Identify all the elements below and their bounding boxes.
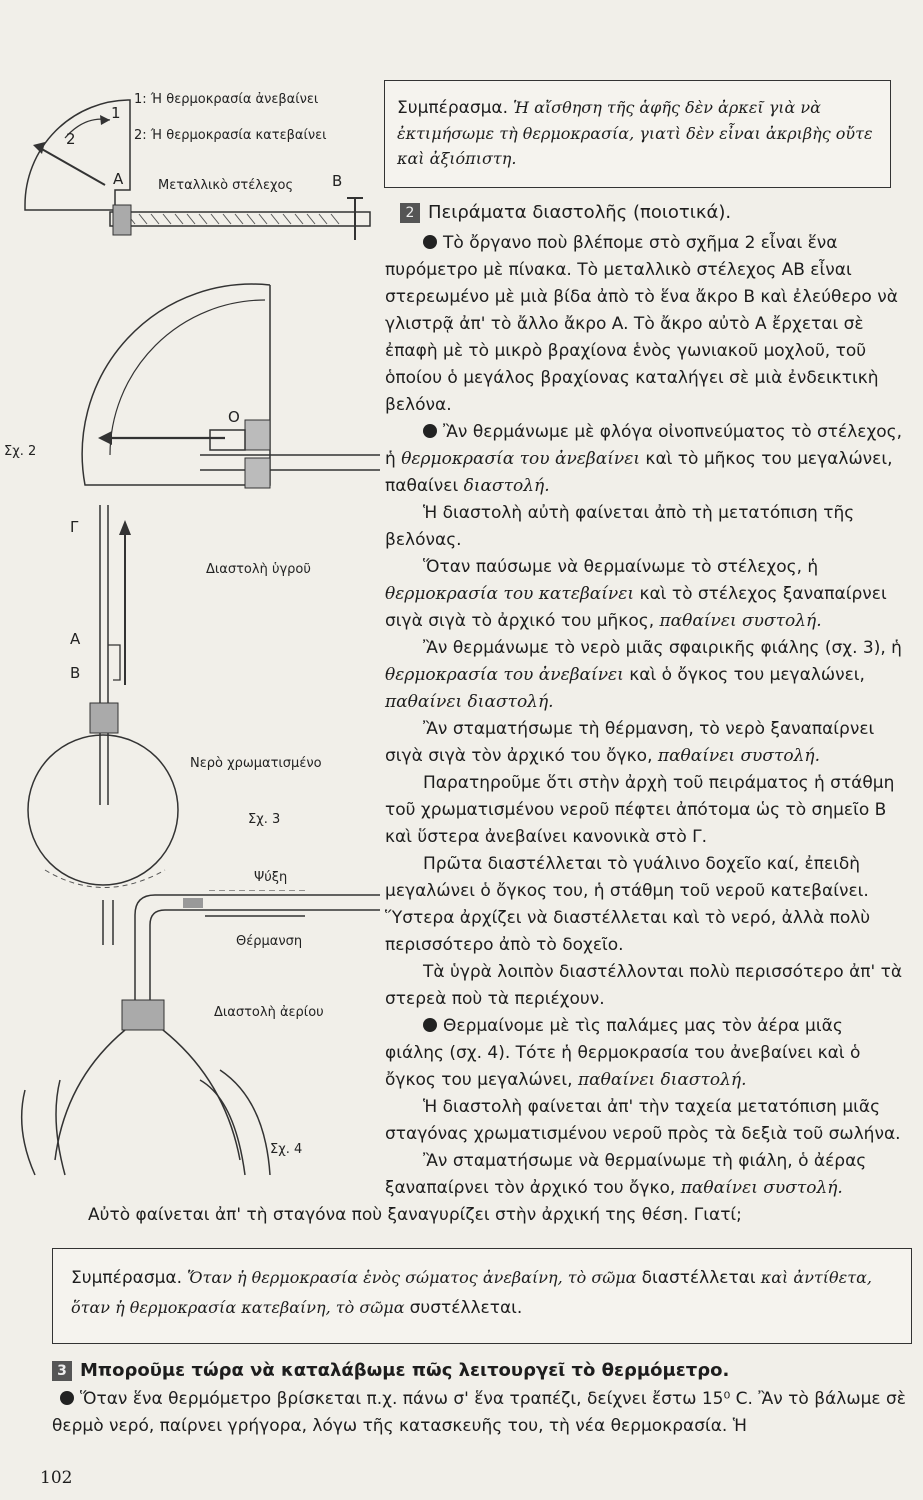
section-2-number: 2 xyxy=(400,203,420,223)
fig3-label-b: B xyxy=(70,664,81,682)
conclusion-2-t3: καὶ ἀντίθετα, ὅταν ἡ θερμοκρασία κατεβαίνη, τὸ σῶμα xyxy=(71,1268,872,1317)
fig4-heat-label: Θέρμανση xyxy=(236,934,303,949)
fig4-cool-label: Ψύξη xyxy=(254,870,288,885)
s2-p2d: διαστολή. xyxy=(463,476,550,496)
fig4-caption: Σχ. 4 xyxy=(270,1142,303,1157)
s2-p12a: Ἂν σταματήσωμε νὰ θερμαίνωμε τὴ φιάλη, ὁ ἀέρας ξαναπαίρνει τὸν ἀρχικό του ὄγκο, xyxy=(385,1151,867,1198)
fig1-label-b: B xyxy=(332,172,343,190)
fig2-label-o: O xyxy=(228,408,240,426)
s2-p10b: παθαίνει διαστολή. xyxy=(577,1070,747,1090)
s2-p2a: Ἂν θερμάνωμε μὲ φλόγα οἰνοπνεύματος τὸ στέλεχος, ἡ xyxy=(385,422,903,469)
bullet-icon xyxy=(60,1391,74,1405)
section-2-title: Πειράματα διαστολῆς (ποιοτικά). xyxy=(428,202,732,223)
s2-p2c: καὶ τὸ μῆκος του μεγαλώνει, παθαίνει xyxy=(385,449,893,496)
fig4-title: Διαστολὴ ἀερίου xyxy=(214,1005,324,1020)
conclusion-2-label: Συμπέρασμα. xyxy=(71,1268,183,1288)
fig1-rod-label: Μεταλλικὸ στέλεχος xyxy=(158,178,294,193)
section-3-number: 3 xyxy=(52,1361,72,1381)
s2-p11: Ἡ διαστολὴ φαίνεται ἀπ' τὴν ταχεία μετατόπιση μιᾶς σταγόνας χρωματισμένου νεροῦ πρὸς τὰ δεξιὰ τοῦ σωλήνα. xyxy=(385,1097,901,1144)
s2-p4c: καὶ τὸ στέλεχος ξαναπαίρνει σιγὰ σιγὰ τὸ ἀρχικό του μῆκος, xyxy=(385,584,887,631)
fig3-label-g: Γ xyxy=(70,518,79,536)
bullet-icon xyxy=(423,1018,437,1032)
conclusion-2-t1: Ὅταν ἡ θερμοκρασία ἑνὸς σώματος ἀνεβαίνη, τὸ σῶμα xyxy=(187,1268,642,1287)
conclusion-box-1 xyxy=(384,80,891,188)
figure-2-pyrometer xyxy=(40,280,380,510)
s2-p13: Αὐτὸ φαίνεται ἀπ' τὴ σταγόνα ποὺ ξαναγυρίζει στὴν ἀρχική της θέση. Γιατί; xyxy=(88,1205,742,1225)
s2-p8: Πρῶτα διαστέλλεται τὸ γυάλινο δοχεῖο καί, ἐπειδὴ μεγαλώνει ὁ ὄγκος του, ἡ στάθμη τοῦ νεροῦ κατεβαίνει. Ὕστερα ἀρχίζει νὰ διαστέλλεται καὶ τὸ νερό, ἀλλὰ πολὺ περισσότερο ἀπὸ τὸ δοχεῖο. xyxy=(385,854,871,955)
section-2-body xyxy=(385,230,905,1202)
fig3-title: Διαστολὴ ὑγροῦ xyxy=(206,562,311,577)
s3-p1: Ὅταν ἕνα θερμόμετρο βρίσκεται π.χ. πάνω σ' ἕνα τραπέζι, δείχνει ἔστω 15⁰ C. Ἂν τὸ βάλωμε σὲ θερμὸ νερό, παίρνει γρήγορα, λόγω τῆς κατασκευῆς του, τὴ νέα θερμοκρασία. Ἡ xyxy=(52,1389,906,1436)
s2-p9: Τὰ ὑγρὰ λοιπὸν διαστέλλονται πολὺ περισσότερο ἀπ' τὰ στερεὰ ποὺ τὰ περιέχουν. xyxy=(385,962,903,1009)
s2-p5c: καὶ ὁ ὄγκος του μεγαλώνει, xyxy=(623,665,865,685)
s2-p4b: θερμοκρασία του κατεβαίνει xyxy=(385,584,635,604)
figure-3-flask xyxy=(5,505,185,945)
section-3-heading xyxy=(52,1360,729,1381)
fig1-legend-2: 2: Ή θερμοκρασία κατεβαίνει xyxy=(134,128,327,143)
fig1-arrow-1-label: 1 xyxy=(111,104,121,122)
conclusion-2-t4: συστέλλεται. xyxy=(409,1298,523,1318)
fig1-legend-1: 1: Ή θερμοκρασία ἀνεβαίνει xyxy=(134,92,319,107)
s2-p5d: παθαίνει διαστολή. xyxy=(385,692,554,712)
fig2-caption: Σχ. 2 xyxy=(4,444,37,459)
s2-p6a: Ἂν σταματήσωμε τὴ θέρμανση, τὸ νερὸ ξαναπαίρνει σιγὰ σιγὰ τὸν ἀρχικό του ὄγκο, xyxy=(385,719,875,766)
s2-p4d: παθαίνει συστολή. xyxy=(659,611,822,631)
bullet-icon xyxy=(423,235,437,249)
s2-p12b: παθαίνει συστολή. xyxy=(680,1178,843,1198)
conclusion-2-t2: διαστέλλεται xyxy=(641,1268,756,1288)
page-number: 102 xyxy=(40,1468,73,1488)
s2-p7: Παρατηροῦμε ὅτι στὴν ἀρχὴ τοῦ πειράματος ἡ στάθμη τοῦ χρωματισμένου νεροῦ πέφτει ἀπότομα ὡς τὸ σημεῖο B καὶ ὕστερα ἀνεβαίνει κανονικὰ στὸ Γ. xyxy=(385,773,895,847)
s2-p5a: Ἂν θερμάνωμε τὸ νερὸ μιᾶς σφαιρικῆς φιάλης (σχ. 3), ἡ xyxy=(423,638,902,658)
s2-p2b: θερμοκρασία του ἀνεβαίνει xyxy=(401,449,641,469)
conclusion-box-2 xyxy=(52,1248,912,1344)
s2-p5b: θερμοκρασία του ἀνεβαίνει xyxy=(385,665,624,685)
s2-p1: Τὸ ὄργανο ποὺ βλέπομε στὸ σχῆμα 2 εἶναι ἕνα πυρόμετρο μὲ πίνακα. Τὸ μεταλλικὸ στέλεχος AB εἶναι στερεωμένο μὲ μιὰ βίδα ἀπὸ τὸ ἕνα ἄκρο B καὶ ἐλεύθερο νὰ γλιστρᾷ ἀπ' τὸ ἄλλο ἄκρο A. Τὸ ἄκρο αὐτὸ A ἔρχεται σὲ ἐπαφὴ μὲ τὸ μικρὸ βραχίονα ἑνὸς γωνιακοῦ μοχλοῦ, τοῦ ὁποίου ὁ μεγάλος βραχίονας καταλήγει σὲ μιὰ ἐνδεικτικὴ βελόνα. xyxy=(385,233,898,415)
section-2-heading xyxy=(400,202,731,223)
fig3-label-a: A xyxy=(70,630,81,648)
s2-p6b: παθαίνει συστολή. xyxy=(657,746,820,766)
figure-4-air-flask xyxy=(5,890,385,1180)
s2-p4a: Ὅταν παύσωμε νὰ θερμαίνωμε τὸ στέλεχος, ἡ xyxy=(423,557,819,577)
s2-p10a: Θερμαίνομε μὲ τὶς παλάμες μας τὸν ἀέρα μιᾶς φιάλης (σχ. 4). Τότε ἡ θερμοκρασία του ἀνεβαίνει καὶ ὁ ὄγκος του μεγαλώνει, xyxy=(385,1016,861,1090)
fig3-caption: Σχ. 3 xyxy=(248,812,281,827)
bullet-icon xyxy=(423,424,437,438)
conclusion-1-label: Συμπέρασμα. xyxy=(397,98,509,118)
fig1-arrow-2-label: 2 xyxy=(66,130,76,148)
s2-p3: Ἡ διαστολὴ αὐτὴ φαίνεται ἀπὸ τὴ μετατόπιση τῆς βελόνας. xyxy=(385,503,855,550)
fig1-label-a: A xyxy=(113,170,124,188)
section-3-title: Μποροῦμε τώρα νὰ καταλάβωμε πῶς λειτουργεῖ τὸ θερμόμετρο. xyxy=(80,1360,730,1381)
fig3-water-label: Νερὸ χρωματισμένο xyxy=(190,756,322,771)
conclusion-1-text: Ἡ αἴσθηση τῆς ἁφῆς δὲν ἀρκεῖ γιὰ νὰ ἐκτιμήσωμε τὴ θερμοκρασία, γιατὶ δὲν εἶναι ἀκριβὴς οὔτε καὶ ἀξιόπιστη. xyxy=(397,98,873,168)
section-3-body xyxy=(52,1386,912,1440)
